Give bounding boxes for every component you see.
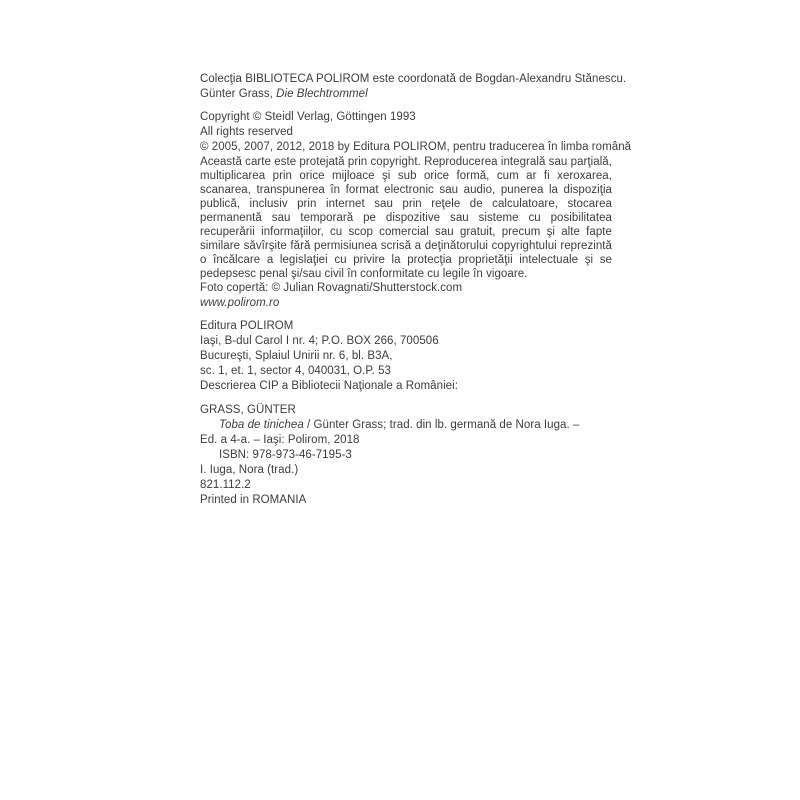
publisher-address-block [200, 319, 612, 379]
cip-edition-line: Ed. a 4-a. – Iaşi: Polirom, 2018 [200, 434, 360, 446]
cip-author-name: GRASS, GÜNTER [200, 404, 296, 416]
cover-photo-credit: Foto copertă: © Julian Rovagnati/Shutterstock.com [200, 282, 463, 294]
legal-notice-paragraph: Această carte este protejată prin copyright. Reproducerea integrală sau parţială, multiplicarea prin orice mijloace şi sub orice formă, cum ar fi xeroxarea, scanarea, transpunerea în format electronic sau audio, punerea la dispoziţia publică, inclusiv prin internet sau prin reţele de calculatoare, stocarea permanentă sau temporară pe dispozitive sau sisteme cu posibilitatea recuperării informaţiilor, cu scop comercial sau gratuit, precum şi alte fapte similare săvîrşite fără permisiunea scrisă a deţinătorului copyrightului reprezintă o încălcare a legislaţiei cu privire la protecţia proprietăţii intelectuale şi se pedepsesc penal şi/sau civil în conformitate cu legile în vigoare. [200, 156, 612, 280]
cip-entry-block [200, 403, 612, 448]
collection-note: Colecţia BIBLIOTECA POLIROM este coordonată de Bogdan-Alexandru Stănescu. [200, 73, 627, 85]
cip-title-credits: / Günter Grass; trad. din lb. germană de Nora Iuga. – [303, 419, 580, 431]
original-author: Günter Grass, [200, 88, 277, 100]
isbn-line: ISBN: 978-973-46-7195-3 [219, 449, 352, 461]
udc-classification: 821.112.2 [200, 479, 251, 491]
cip-heading: Descrierea CIP a Bibliotecii Naţionale a României: [200, 380, 458, 392]
cip-book-title: Toba de tinichea [219, 419, 304, 431]
original-copyright-block [200, 110, 612, 140]
original-copyright-line: Copyright © Steidl Verlag, Göttingen 1993 [200, 111, 416, 123]
publisher-address-bucuresti: Bucureşti, Splaiul Unirii nr. 6, bl. B3A, [200, 350, 393, 362]
publisher-name: Editura POLIROM [200, 320, 294, 332]
translator-entry: I. Iuga, Nora (trad.) [200, 464, 299, 476]
original-title: Die Blechtrommel [276, 88, 368, 100]
printed-in-line: Printed in ROMANIA [200, 494, 307, 506]
publisher-address-iasi: Iaşi, B-dul Carol I nr. 4; P.O. BOX 266, 700506 [200, 335, 439, 347]
cip-title-line [200, 418, 612, 433]
romanian-copyright-line: © 2005, 2007, 2012, 2018 by Editura POLIROM, pentru traducerea în limba română [200, 141, 632, 153]
original-work-line [200, 87, 612, 102]
publisher-address-detail: sc. 1, et. 1, sector 4, 040031, O.P. 53 [200, 365, 391, 377]
rights-reserved-line: All rights reserved [200, 126, 293, 138]
publisher-website: www.polirom.ro [200, 297, 280, 309]
